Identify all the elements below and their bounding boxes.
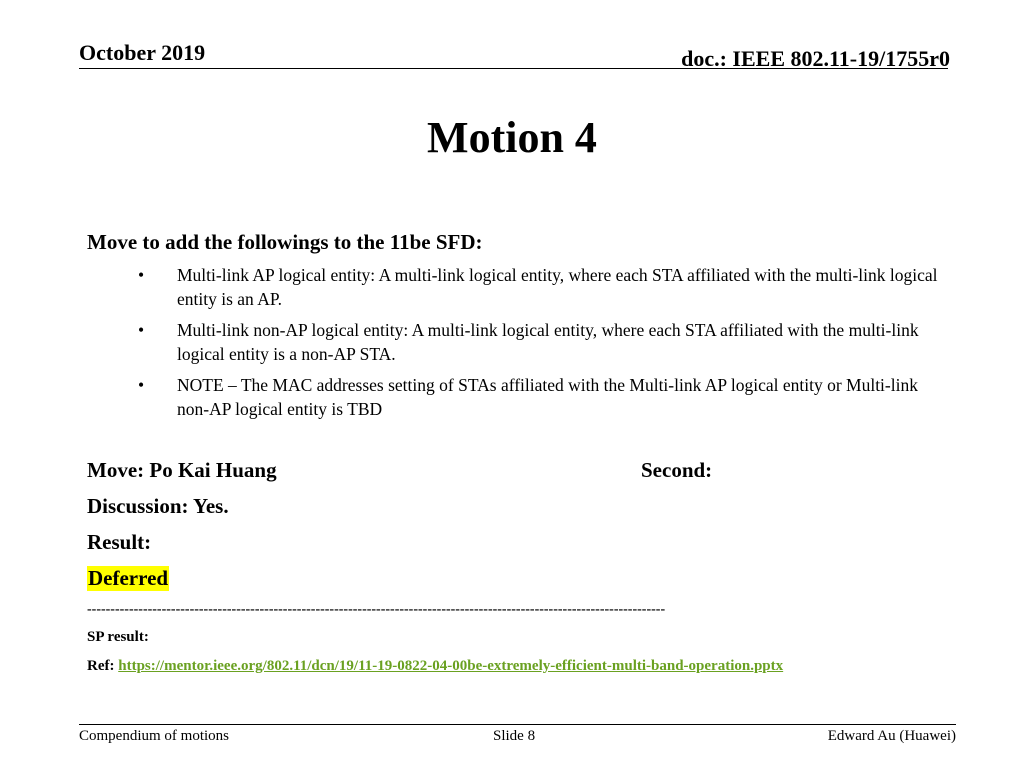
reference	[87, 658, 783, 675]
bullet-icon: •	[138, 375, 145, 395]
header-doc-id: doc.: IEEE 802.11-19/1755r0	[681, 46, 950, 71]
motion-bullet-list	[138, 263, 938, 428]
bullet-text: Multi-link non-AP logical entity: A multi-link logical entity, where each STA affiliated with the multi-link logical entity is a non-AP STA.	[177, 320, 919, 364]
list-item	[138, 373, 938, 421]
footer-divider	[79, 724, 956, 725]
slide-number: Slide 8	[493, 728, 536, 744]
bullet-icon: •	[138, 320, 145, 340]
ref-label: Ref:	[87, 658, 115, 674]
list-item	[138, 318, 938, 366]
header-date: October 2019	[79, 40, 206, 65]
slide-title: Motion 4	[427, 113, 597, 162]
bullet-text: NOTE – The MAC addresses setting of STAs affiliated with the Multi-link AP logical entity or Multi-link non-AP logical entity is TBD	[177, 375, 918, 419]
discussion: Discussion: Yes.	[87, 494, 229, 518]
mover: Move: Po Kai Huang	[87, 458, 277, 482]
result-label: Result:	[87, 530, 152, 554]
bullet-text: Multi-link AP logical entity: A multi-link logical entity, where each STA affiliated with the multi-link logical entity is an AP.	[177, 265, 938, 309]
footer-author: Edward Au (Huawei)	[827, 728, 956, 744]
ref-link[interactable]: https://mentor.ieee.org/802.11/dcn/19/11-19-0822-04-00be-extremely-efficient-multi-band-operation.pptx	[118, 658, 784, 674]
result-value-badge: Deferred	[88, 566, 169, 590]
separator-line: ----------------------------------------------------------------------------------------------------------------------------	[87, 602, 666, 617]
sp-result: SP result:	[87, 629, 149, 645]
seconder: Second:	[641, 458, 713, 482]
header-divider	[79, 68, 948, 69]
motion-intro: Move to add the followings to the 11be SFD:	[87, 230, 483, 254]
bullet-icon: •	[138, 265, 145, 285]
footer-title: Compendium of motions	[79, 728, 229, 744]
list-item	[138, 263, 938, 311]
